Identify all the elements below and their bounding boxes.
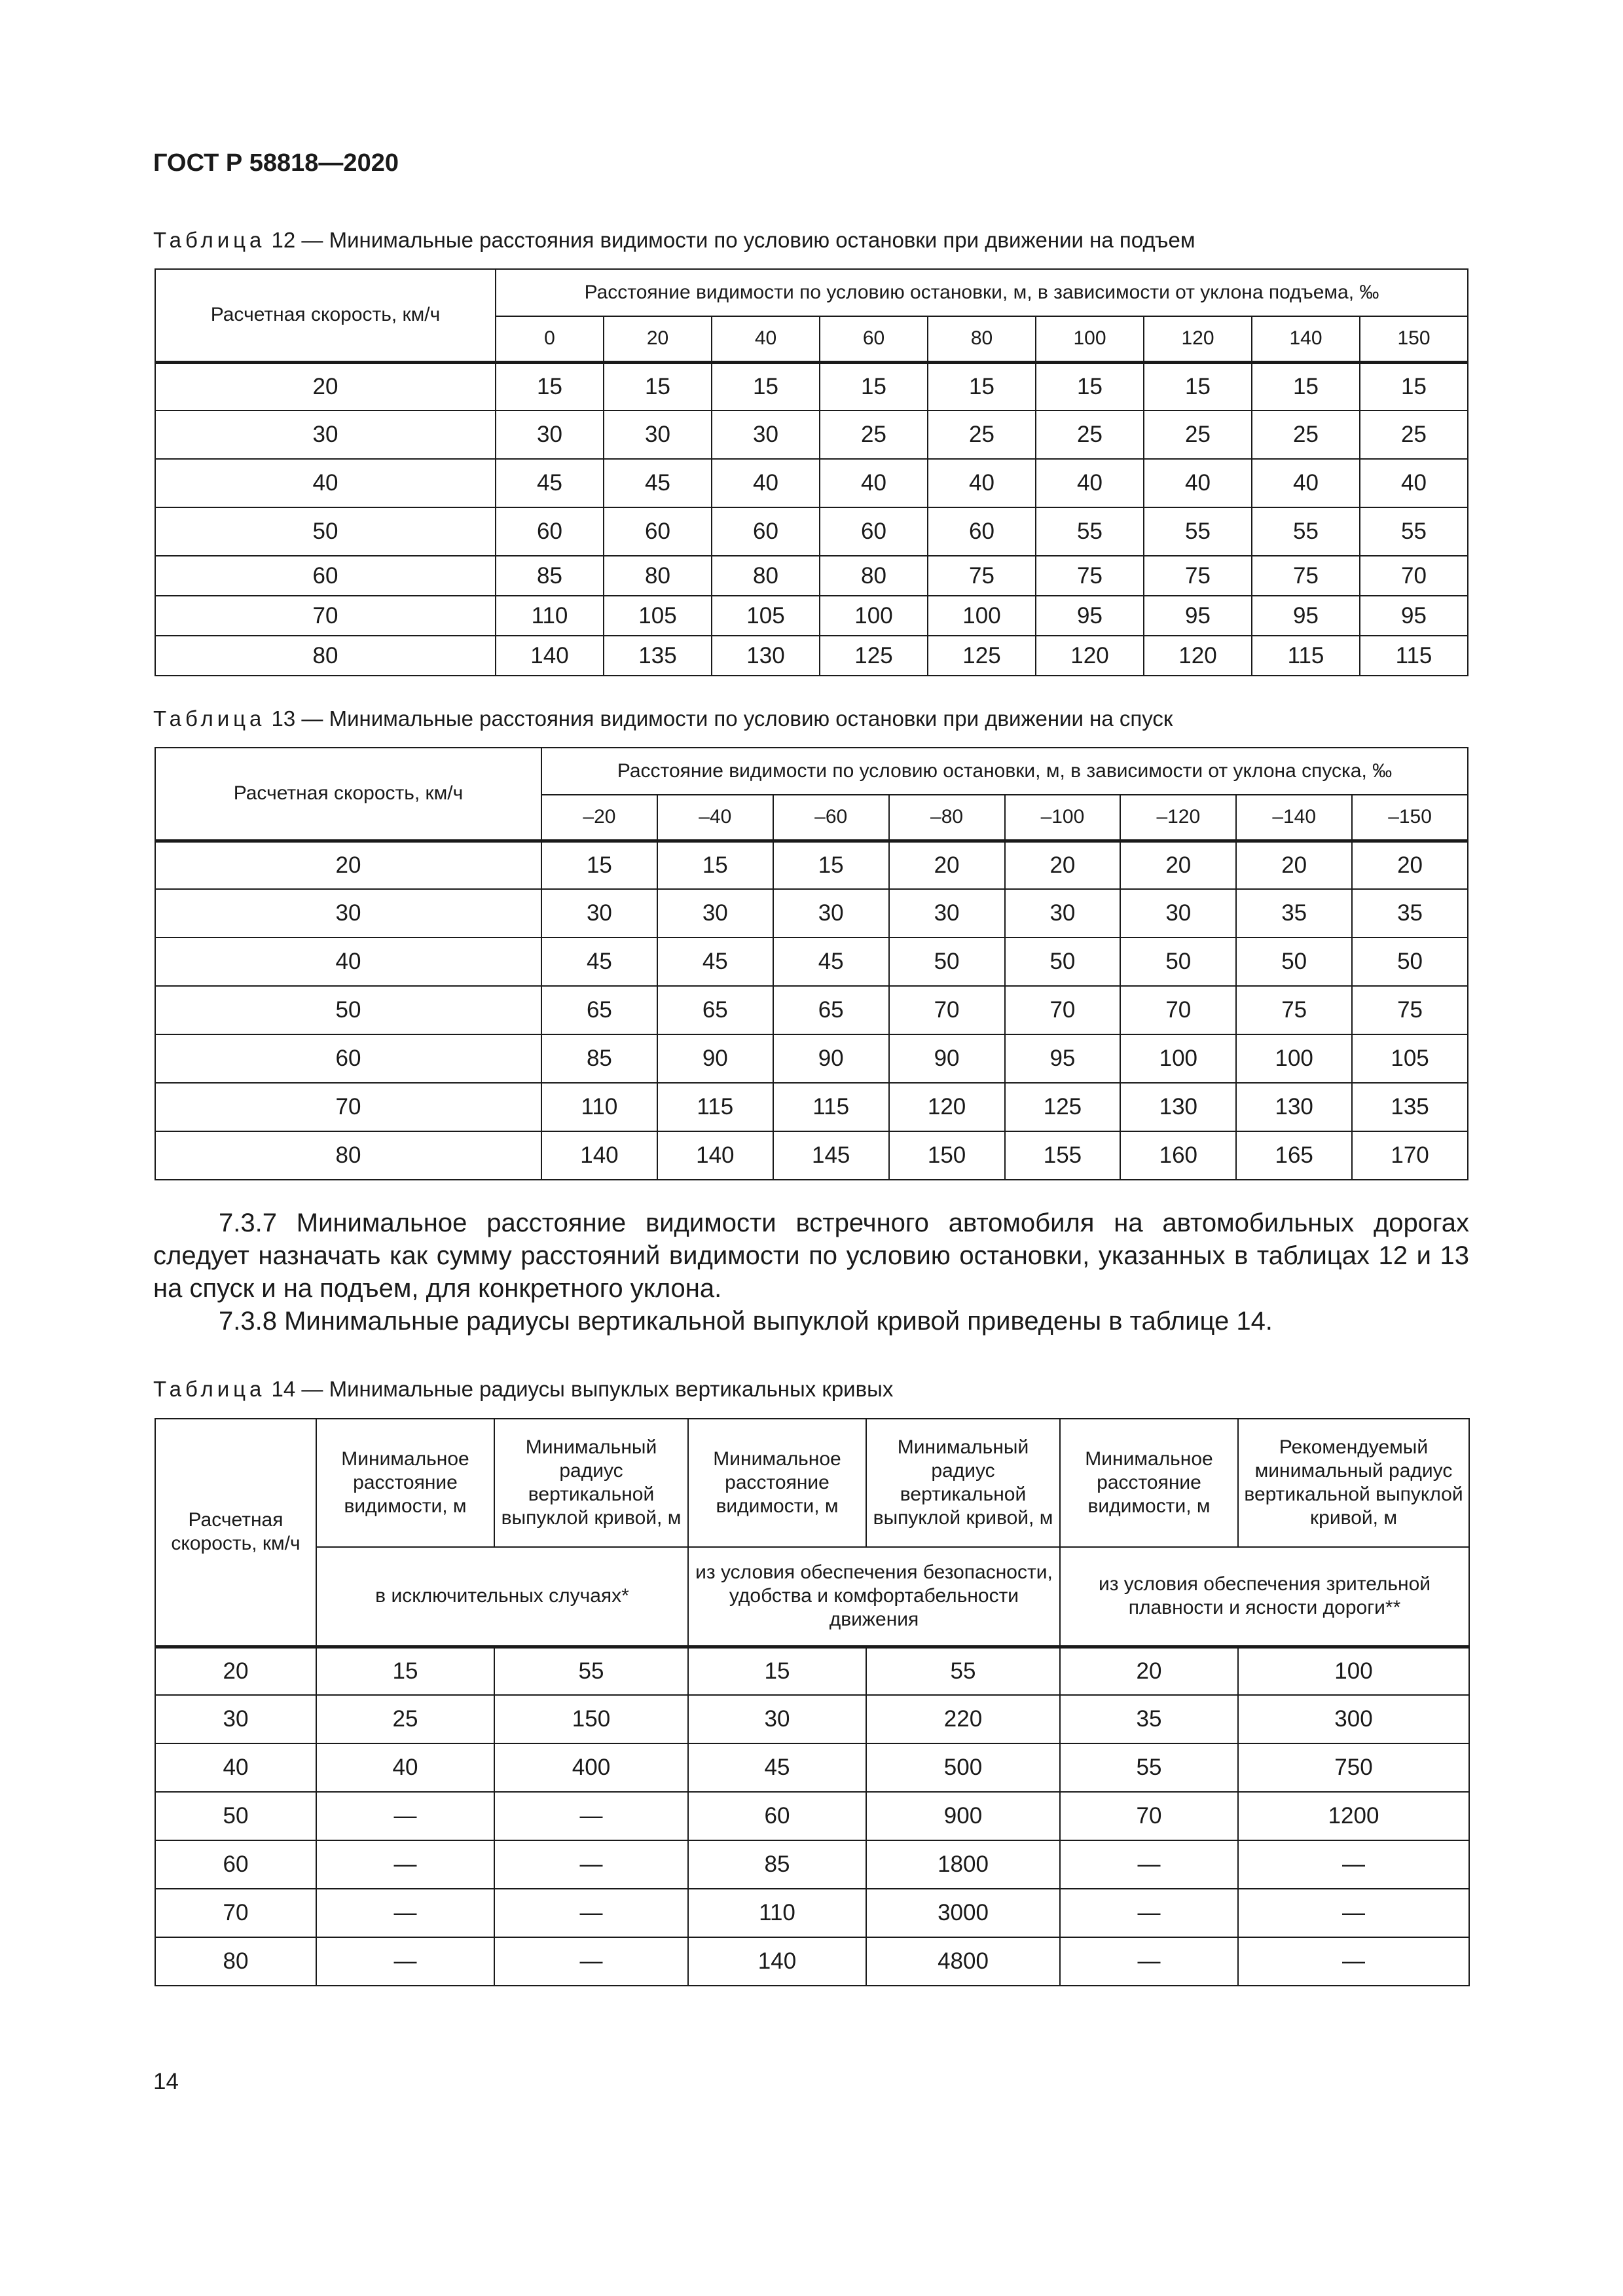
speed-cell: 30 — [155, 410, 496, 459]
value-cell: 60 — [712, 507, 820, 556]
value-cell: 60 — [604, 507, 712, 556]
value-cell: 140 — [496, 636, 604, 676]
table14-col-rec-radius: Рекомендуемый минимальный радиус вертикальной выпуклой кривой, м — [1238, 1419, 1469, 1547]
speed-cell: 70 — [155, 1083, 541, 1131]
value-cell: 25 — [928, 410, 1036, 459]
value-cell: 40 — [928, 459, 1036, 507]
value-cell: 120 — [1144, 636, 1252, 676]
speed-cell: 30 — [155, 1695, 316, 1743]
value-cell: 105 — [604, 596, 712, 636]
speed-cell: 50 — [155, 507, 496, 556]
value-cell: 55 — [494, 1647, 688, 1695]
value-cell: 220 — [866, 1695, 1060, 1743]
value-cell: 50 — [1236, 938, 1352, 986]
value-cell: 45 — [657, 938, 773, 986]
value-cell: 55 — [1360, 507, 1468, 556]
slope-header: 120 — [1144, 316, 1252, 362]
value-cell: 120 — [1036, 636, 1144, 676]
value-cell: 85 — [496, 556, 604, 596]
table-row — [155, 410, 1468, 459]
value-cell: 130 — [1120, 1083, 1236, 1131]
value-cell: 160 — [1120, 1131, 1236, 1180]
value-cell: 70 — [1360, 556, 1468, 596]
slope-header: 0 — [496, 316, 604, 362]
value-cell: 95 — [1360, 596, 1468, 636]
value-cell: — — [1060, 1889, 1238, 1937]
table-row — [155, 1034, 1468, 1083]
speed-cell: 80 — [155, 1131, 541, 1180]
table14-group-safety: из условия обеспечения безопасности, удобства и комфортабельности движения — [688, 1547, 1060, 1647]
table-row — [155, 556, 1468, 596]
value-cell: 90 — [657, 1034, 773, 1083]
value-cell: 30 — [712, 410, 820, 459]
value-cell: 105 — [712, 596, 820, 636]
table12-caption-text: 12 — Минимальные расстояния видимости по условию остановки при движении на подъем — [265, 228, 1195, 252]
table14-group-exceptional: в исключительных случаях* — [316, 1547, 688, 1647]
value-cell: 155 — [1005, 1131, 1121, 1180]
speed-cell: 80 — [155, 636, 496, 676]
value-cell: 30 — [657, 889, 773, 938]
table14-col-min-distance-3: Минимальное расстояние видимости, м — [1060, 1419, 1238, 1547]
speed-cell: 60 — [155, 1840, 316, 1889]
value-cell: 15 — [316, 1647, 494, 1695]
value-cell: — — [316, 1792, 494, 1840]
value-cell: 55 — [1060, 1743, 1238, 1792]
value-cell: 60 — [688, 1792, 866, 1840]
table12-group-header: Расстояние видимости по условию остановки, м, в зависимости от уклона подъема, ‰ — [496, 269, 1468, 316]
value-cell: 30 — [541, 889, 657, 938]
table-row — [155, 596, 1468, 636]
value-cell: — — [316, 1889, 494, 1937]
value-cell: 15 — [657, 841, 773, 889]
slope-header: 150 — [1360, 316, 1468, 362]
value-cell: — — [1060, 1840, 1238, 1889]
speed-cell: 70 — [155, 596, 496, 636]
table-row — [155, 841, 1468, 889]
value-cell: 135 — [1352, 1083, 1468, 1131]
table-row — [155, 986, 1468, 1034]
value-cell: 40 — [712, 459, 820, 507]
table-row — [155, 1792, 1469, 1840]
value-cell: 75 — [928, 556, 1036, 596]
value-cell: 4800 — [866, 1937, 1060, 1986]
value-cell: 80 — [820, 556, 928, 596]
slope-header: –100 — [1005, 795, 1121, 841]
value-cell: 70 — [1120, 986, 1236, 1034]
value-cell: 115 — [657, 1083, 773, 1131]
body-text — [153, 1207, 1469, 1338]
value-cell: 30 — [688, 1695, 866, 1743]
value-cell: — — [494, 1889, 688, 1937]
slope-header: 60 — [820, 316, 928, 362]
value-cell: 25 — [1252, 410, 1360, 459]
value-cell: 125 — [928, 636, 1036, 676]
speed-cell: 20 — [155, 362, 496, 410]
table-row — [155, 1889, 1469, 1937]
value-cell: 15 — [541, 841, 657, 889]
value-cell: 30 — [1120, 889, 1236, 938]
table-row — [155, 1840, 1469, 1889]
value-cell: 25 — [1036, 410, 1144, 459]
value-cell: — — [1238, 1937, 1469, 1986]
value-cell: 90 — [773, 1034, 889, 1083]
value-cell: 70 — [1060, 1792, 1238, 1840]
value-cell: 45 — [604, 459, 712, 507]
value-cell: 95 — [1144, 596, 1252, 636]
value-cell: 15 — [604, 362, 712, 410]
table13-caption-word: Таблица — [153, 706, 266, 731]
value-cell: 50 — [1352, 938, 1468, 986]
value-cell: 90 — [889, 1034, 1005, 1083]
value-cell: — — [494, 1937, 688, 1986]
value-cell: 150 — [494, 1695, 688, 1743]
value-cell: 50 — [1120, 938, 1236, 986]
value-cell: 40 — [1360, 459, 1468, 507]
table-row — [155, 1937, 1469, 1986]
value-cell: 115 — [1252, 636, 1360, 676]
value-cell: 15 — [928, 362, 1036, 410]
table-row — [155, 938, 1468, 986]
table12-caption-word: Таблица — [153, 228, 266, 252]
value-cell: 110 — [541, 1083, 657, 1131]
table13-group-header: Расстояние видимости по условию остановки, м, в зависимости от уклона спуска, ‰ — [541, 748, 1468, 795]
value-cell: 75 — [1144, 556, 1252, 596]
value-cell: 100 — [1236, 1034, 1352, 1083]
value-cell: 20 — [1005, 841, 1121, 889]
value-cell: 110 — [496, 596, 604, 636]
table12-caption — [153, 228, 1195, 253]
value-cell: 15 — [1144, 362, 1252, 410]
speed-cell: 40 — [155, 938, 541, 986]
value-cell: 15 — [688, 1647, 866, 1695]
value-cell: 95 — [1005, 1034, 1121, 1083]
value-cell: 45 — [541, 938, 657, 986]
value-cell: 95 — [1036, 596, 1144, 636]
slope-header: –20 — [541, 795, 657, 841]
speed-cell: 70 — [155, 1889, 316, 1937]
value-cell: 20 — [889, 841, 1005, 889]
table14-caption-text: 14 — Минимальные радиусы выпуклых вертикальных кривых — [265, 1377, 894, 1401]
speed-cell: 40 — [155, 1743, 316, 1792]
value-cell: 30 — [496, 410, 604, 459]
value-cell: 30 — [773, 889, 889, 938]
value-cell: 130 — [712, 636, 820, 676]
value-cell: 65 — [541, 986, 657, 1034]
slope-header: 140 — [1252, 316, 1360, 362]
value-cell: 70 — [889, 986, 1005, 1034]
slope-header: 80 — [928, 316, 1036, 362]
value-cell: 45 — [688, 1743, 866, 1792]
slope-header: –40 — [657, 795, 773, 841]
value-cell: 40 — [1036, 459, 1144, 507]
value-cell: 750 — [1238, 1743, 1469, 1792]
value-cell: 80 — [712, 556, 820, 596]
value-cell: 30 — [604, 410, 712, 459]
slope-header: –120 — [1120, 795, 1236, 841]
value-cell: 500 — [866, 1743, 1060, 1792]
value-cell: 25 — [1360, 410, 1468, 459]
value-cell: 170 — [1352, 1131, 1468, 1180]
value-cell: 25 — [1144, 410, 1252, 459]
table14-speed-header: Расчетная скорость, км/ч — [155, 1419, 316, 1647]
speed-cell: 50 — [155, 986, 541, 1034]
value-cell: — — [494, 1840, 688, 1889]
value-cell: 105 — [1352, 1034, 1468, 1083]
value-cell: 95 — [1252, 596, 1360, 636]
value-cell: 15 — [1036, 362, 1144, 410]
value-cell: 15 — [1360, 362, 1468, 410]
value-cell: 30 — [889, 889, 1005, 938]
value-cell: 45 — [773, 938, 889, 986]
value-cell: 15 — [712, 362, 820, 410]
value-cell: 20 — [1352, 841, 1468, 889]
value-cell: 15 — [1252, 362, 1360, 410]
value-cell: 70 — [1005, 986, 1121, 1034]
speed-cell: 60 — [155, 556, 496, 596]
value-cell: 100 — [1120, 1034, 1236, 1083]
value-cell: — — [316, 1937, 494, 1986]
table-row — [155, 459, 1468, 507]
value-cell: 1200 — [1238, 1792, 1469, 1840]
speed-cell: 50 — [155, 1792, 316, 1840]
speed-cell: 60 — [155, 1034, 541, 1083]
value-cell: 45 — [496, 459, 604, 507]
value-cell: 130 — [1236, 1083, 1352, 1131]
slope-header: 100 — [1036, 316, 1144, 362]
value-cell: 115 — [1360, 636, 1468, 676]
table-row — [155, 1083, 1468, 1131]
table-row — [155, 507, 1468, 556]
speed-cell: 30 — [155, 889, 541, 938]
value-cell: 165 — [1236, 1131, 1352, 1180]
value-cell: 50 — [1005, 938, 1121, 986]
value-cell: 125 — [1005, 1083, 1121, 1131]
value-cell: 35 — [1060, 1695, 1238, 1743]
value-cell: 55 — [1036, 507, 1144, 556]
value-cell: 55 — [866, 1647, 1060, 1695]
value-cell: 20 — [1120, 841, 1236, 889]
value-cell: 20 — [1236, 841, 1352, 889]
value-cell: 110 — [688, 1889, 866, 1937]
speed-cell: 20 — [155, 841, 541, 889]
value-cell: — — [1238, 1840, 1469, 1889]
value-cell: 135 — [604, 636, 712, 676]
slope-header: 20 — [604, 316, 712, 362]
value-cell: 40 — [820, 459, 928, 507]
slope-header: –60 — [773, 795, 889, 841]
document-number: ГОСТ Р 58818—2020 — [153, 149, 399, 177]
value-cell: 75 — [1352, 986, 1468, 1034]
value-cell: 55 — [1252, 507, 1360, 556]
table13-caption — [153, 706, 1173, 731]
value-cell: 400 — [494, 1743, 688, 1792]
value-cell: 25 — [316, 1695, 494, 1743]
speed-cell: 40 — [155, 459, 496, 507]
value-cell: 65 — [657, 986, 773, 1034]
value-cell: 140 — [541, 1131, 657, 1180]
table12 — [155, 268, 1468, 676]
table13 — [155, 747, 1468, 1180]
table-row — [155, 1131, 1468, 1180]
value-cell: 115 — [773, 1083, 889, 1131]
value-cell: 120 — [889, 1083, 1005, 1131]
value-cell: 140 — [657, 1131, 773, 1180]
value-cell: 85 — [541, 1034, 657, 1083]
value-cell: 35 — [1236, 889, 1352, 938]
value-cell: 3000 — [866, 1889, 1060, 1937]
value-cell: 75 — [1236, 986, 1352, 1034]
paragraph-7-3-7: 7.3.7 Минимальное расстояние видимости встречного автомобиля на автомобильных дорогах следует назначать как сумму расстояний видимости по условию остановки, указанных в таблицах 12 и 13 на спуск и на подъем, для конкретного уклона. — [153, 1209, 1469, 1303]
table14-col-min-distance-1: Минимальное расстояние видимости, м — [316, 1419, 494, 1547]
speed-cell: 80 — [155, 1937, 316, 1986]
value-cell: 40 — [316, 1743, 494, 1792]
table14 — [155, 1418, 1470, 1986]
value-cell: 75 — [1036, 556, 1144, 596]
slope-header: 40 — [712, 316, 820, 362]
value-cell: — — [494, 1792, 688, 1840]
value-cell: 30 — [1005, 889, 1121, 938]
value-cell: 145 — [773, 1131, 889, 1180]
value-cell: 40 — [1144, 459, 1252, 507]
table14-group-visual: из условия обеспечения зрительной плавности и ясности дороги** — [1060, 1547, 1469, 1647]
value-cell: 80 — [604, 556, 712, 596]
value-cell: 60 — [496, 507, 604, 556]
value-cell: — — [1060, 1937, 1238, 1986]
table-row — [155, 362, 1468, 410]
value-cell: 50 — [889, 938, 1005, 986]
table-row — [155, 1743, 1469, 1792]
value-cell: 55 — [1144, 507, 1252, 556]
value-cell: 15 — [773, 841, 889, 889]
value-cell: 75 — [1252, 556, 1360, 596]
value-cell: 100 — [928, 596, 1036, 636]
value-cell: 65 — [773, 986, 889, 1034]
value-cell: 60 — [820, 507, 928, 556]
value-cell: — — [316, 1840, 494, 1889]
value-cell: 1800 — [866, 1840, 1060, 1889]
table14-caption-word: Таблица — [153, 1377, 266, 1401]
value-cell: 100 — [1238, 1647, 1469, 1695]
value-cell: — — [1238, 1889, 1469, 1937]
table14-col-min-radius-1: Минимальный радиус вертикальной выпуклой кривой, м — [494, 1419, 688, 1547]
table14-col-min-radius-2: Минимальный радиус вертикальной выпуклой кривой, м — [866, 1419, 1060, 1547]
table14-col-min-distance-2: Минимальное расстояние видимости, м — [688, 1419, 866, 1547]
value-cell: 140 — [688, 1937, 866, 1986]
table14-caption — [153, 1377, 893, 1402]
table-row — [155, 889, 1468, 938]
value-cell: 150 — [889, 1131, 1005, 1180]
value-cell: 60 — [928, 507, 1036, 556]
slope-header: –140 — [1236, 795, 1352, 841]
value-cell: 15 — [496, 362, 604, 410]
value-cell: 100 — [820, 596, 928, 636]
value-cell: 40 — [1252, 459, 1360, 507]
paragraph-7-3-8: 7.3.8 Минимальные радиусы вертикальной выпуклой кривой приведены в таблице 14. — [219, 1307, 1273, 1336]
table13-speed-header: Расчетная скорость, км/ч — [155, 748, 541, 841]
value-cell: 20 — [1060, 1647, 1238, 1695]
page-number: 14 — [153, 2069, 179, 2094]
slope-header: –150 — [1352, 795, 1468, 841]
table-row — [155, 1647, 1469, 1695]
slope-header: –80 — [889, 795, 1005, 841]
value-cell: 85 — [688, 1840, 866, 1889]
value-cell: 125 — [820, 636, 928, 676]
value-cell: 900 — [866, 1792, 1060, 1840]
table13-caption-text: 13 — Минимальные расстояния видимости по условию остановки при движении на спуск — [265, 706, 1173, 731]
value-cell: 300 — [1238, 1695, 1469, 1743]
value-cell: 15 — [820, 362, 928, 410]
table-row — [155, 1695, 1469, 1743]
value-cell: 35 — [1352, 889, 1468, 938]
speed-cell: 20 — [155, 1647, 316, 1695]
table12-speed-header: Расчетная скорость, км/ч — [155, 269, 496, 362]
value-cell: 25 — [820, 410, 928, 459]
table-row — [155, 636, 1468, 676]
